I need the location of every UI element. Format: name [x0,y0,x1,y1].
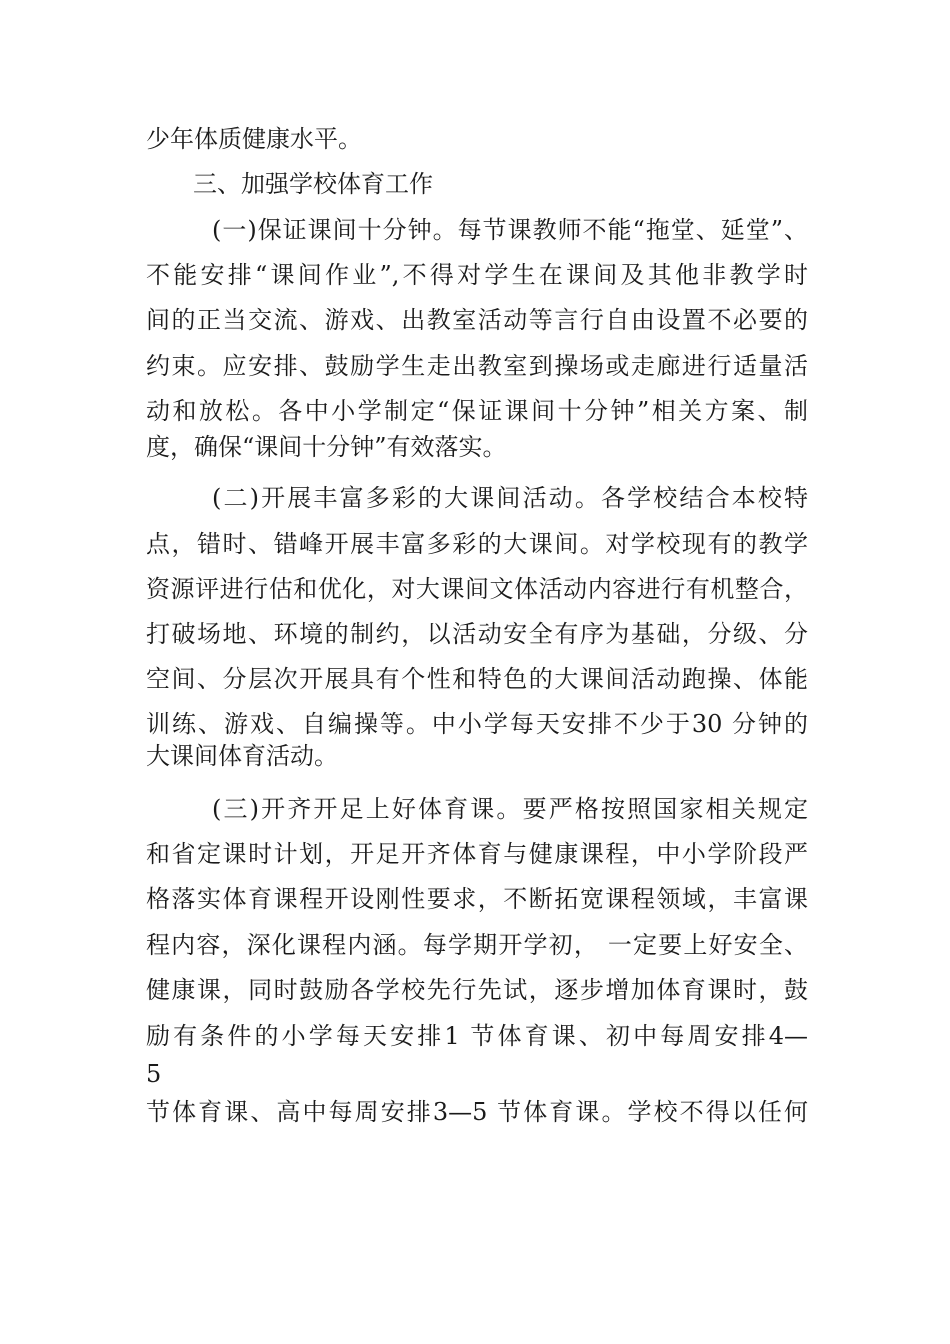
paragraph-line: 约束。应安排、鼓励学生走出教室到操场或走廊进行适量活 [146,352,808,380]
paragraph-line: 空间、分层次开展具有个性和特色的大课间活动跑操、体能 [146,665,808,693]
section-heading: 三、加强学校体育工作 [193,170,433,198]
text-line: 少年体质健康水平。 [146,125,362,153]
paragraph-line: 程内容，深化课程内涵。每学期开学初， 一定要上好安全、 [146,931,808,959]
paragraph-line: 度，确保“课间十分钟”有效落实。 [146,433,507,461]
paragraph-line: 和省定课时计划，开足开齐体育与健康课程，中小学阶段严 [146,840,808,868]
paragraph-line: (二)开展丰富多彩的大课间活动。各学校结合本校特 [212,484,808,512]
paragraph-line: (三)开齐开足上好体育课。要严格按照国家相关规定 [212,795,808,823]
paragraph-line: 大课间体育活动。 [146,742,338,770]
paragraph-line: 励有条件的小学每天安排1 节体育课、初中每周安排4— [146,1022,808,1050]
paragraph-line: 格落实体育课程开设刚性要求，不断拓宽课程领域，丰富课 [146,885,808,913]
paragraph-line: 节体育课、高中每周安排3—5 节体育课。学校不得以任何 [146,1098,808,1126]
paragraph-line: 打破场地、环境的制约，以活动安全有序为基础，分级、分 [146,620,808,648]
paragraph-line: 动和放松。各中小学制定“保证课间十分钟”相关方案、制 [146,397,808,425]
paragraph-line: 5 [146,1060,162,1088]
paragraph-line: 间的正当交流、游戏、出教室活动等言行自由设置不必要的 [146,306,808,334]
paragraph-line: 健康课，同时鼓励各学校先行先试，逐步增加体育课时，鼓 [146,976,808,1004]
paragraph-line: 点，错时、错峰开展丰富多彩的大课间。对学校现有的教学 [146,530,808,558]
paragraph-line: 不能安排“课间作业”,不得对学生在课间及其他非教学时 [146,261,808,289]
paragraph-line: 训练、游戏、自编操等。中小学每天安排不少于30 分钟的 [146,710,808,738]
paragraph-line: 资源评进行估和优化，对大课间文体活动内容进行有机整合， [146,575,808,603]
paragraph-line: (一)保证课间十分钟。每节课教师不能“拖堂、延堂”、 [212,216,808,244]
